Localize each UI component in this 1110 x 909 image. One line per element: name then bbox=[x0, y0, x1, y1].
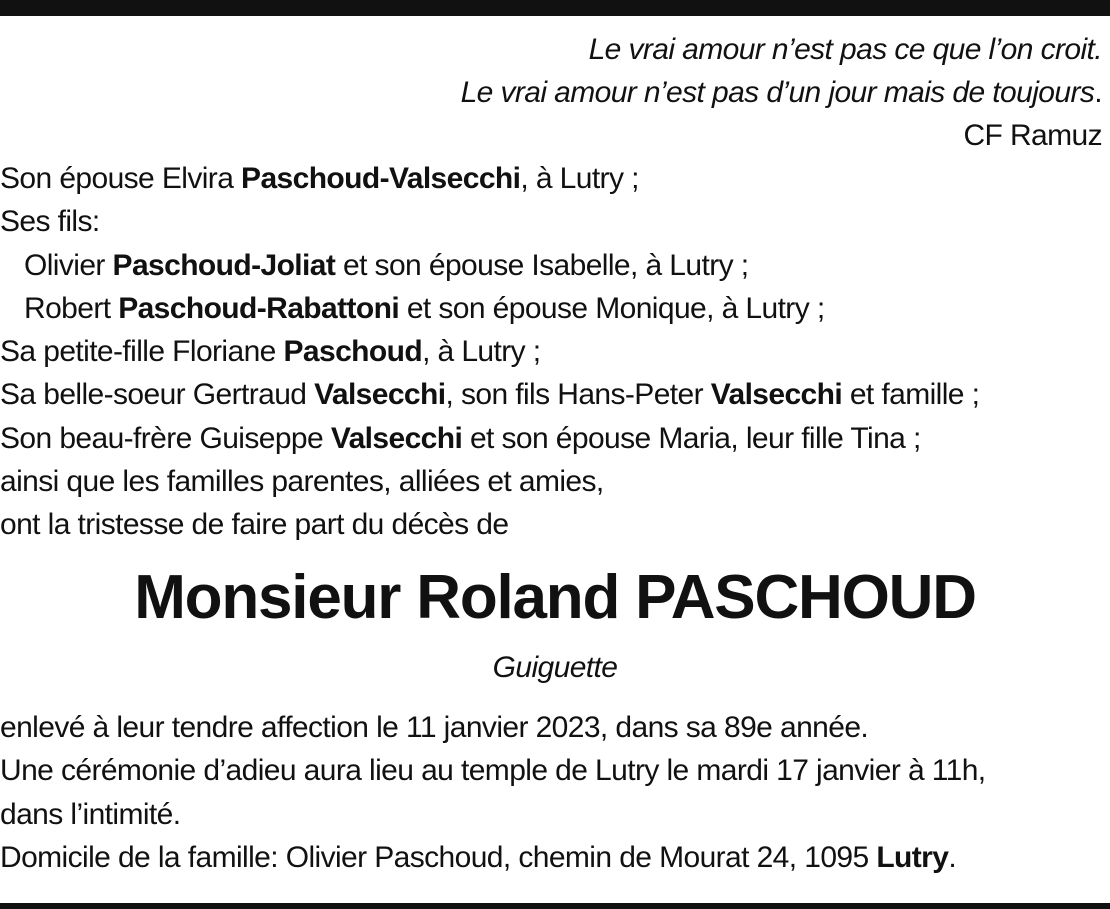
nephew-surname: Valsecchi bbox=[710, 378, 843, 412]
granddaughter-suffix: , à Lutry ; bbox=[422, 335, 541, 369]
epigraph-quote bbox=[461, 28, 1102, 157]
quote-line-2-period: . bbox=[1094, 76, 1102, 109]
spouse-surname: Paschoud-Valsecchi bbox=[241, 162, 521, 195]
family-granddaughter bbox=[0, 330, 1106, 373]
family-announcement: ont la tristesse de faire part du décès de bbox=[0, 508, 509, 542]
quote-line-2 bbox=[461, 71, 1102, 114]
address-city: Lutry bbox=[876, 840, 949, 874]
quote-line-1: Le vrai amour n’est pas ce que l’on croit. bbox=[588, 33, 1102, 66]
spouse-prefix: Son épouse Elvira bbox=[0, 162, 242, 195]
quote-line-2-text: Le vrai amour n’est pas d’un jour mais de toujours bbox=[460, 76, 1095, 109]
family-sons-heading: Ses fils: bbox=[0, 205, 100, 239]
granddaughter-surname: Paschoud bbox=[283, 335, 423, 369]
granddaughter-prefix: Sa petite-fille Floriane bbox=[0, 335, 284, 369]
address-suffix: . bbox=[948, 840, 957, 874]
family-brother-in-law bbox=[0, 417, 1106, 460]
bottom-border-rule bbox=[0, 903, 1110, 909]
ceremony-line-2: dans l’intimité. bbox=[0, 797, 181, 831]
brother-in-law-surname: Valsecchi bbox=[330, 421, 463, 455]
quote-author: CF Ramuz bbox=[963, 119, 1102, 152]
deceased-name: Monsieur Roland PASCHOUD bbox=[134, 563, 976, 632]
sister-in-law-prefix: Sa belle-soeur Gertraud bbox=[0, 378, 315, 412]
family-address bbox=[0, 836, 1108, 879]
son2-surname: Paschoud-Rabattoni bbox=[118, 291, 400, 325]
sister-in-law-surname: Valsecchi bbox=[314, 378, 446, 412]
family-spouse bbox=[0, 157, 1106, 200]
deceased-nickname: Guiguette bbox=[492, 651, 618, 684]
son2-prefix: Robert bbox=[24, 291, 119, 325]
sister-in-law-middle: , son fils Hans-Peter bbox=[445, 378, 711, 412]
funeral-details bbox=[0, 706, 1108, 879]
address-prefix: Domicile de la famille: Olivier Paschoud, chemin de Mourat 24, 1095 bbox=[0, 840, 877, 874]
family-list bbox=[0, 157, 1106, 547]
son2-suffix: et son épouse Monique, à Lutry ; bbox=[399, 291, 825, 325]
son1-prefix: Olivier bbox=[24, 248, 113, 282]
family-son-1 bbox=[0, 244, 1106, 287]
family-sister-in-law bbox=[0, 373, 1106, 416]
top-border-rule bbox=[0, 0, 1110, 16]
spouse-suffix: , à Lutry ; bbox=[520, 162, 639, 195]
son1-suffix: et son épouse Isabelle, à Lutry ; bbox=[335, 248, 749, 282]
family-son-2 bbox=[0, 287, 1106, 330]
death-notice-line: enlevé à leur tendre affection le 11 janvier 2023, dans sa 89e année. bbox=[0, 711, 869, 744]
son1-surname: Paschoud-Joliat bbox=[112, 248, 336, 282]
brother-in-law-suffix: et son épouse Maria, leur fille Tina ; bbox=[462, 421, 921, 455]
sister-in-law-suffix: et famille ; bbox=[842, 378, 980, 412]
brother-in-law-prefix: Son beau-frère Guiseppe bbox=[0, 421, 331, 455]
ceremony-line-1: Une cérémonie d’adieu aura lieu au temple de Lutry le mardi 17 janvier à 11h, bbox=[0, 754, 986, 788]
family-relatives: ainsi que les familles parentes, alliées et amies, bbox=[0, 465, 604, 499]
